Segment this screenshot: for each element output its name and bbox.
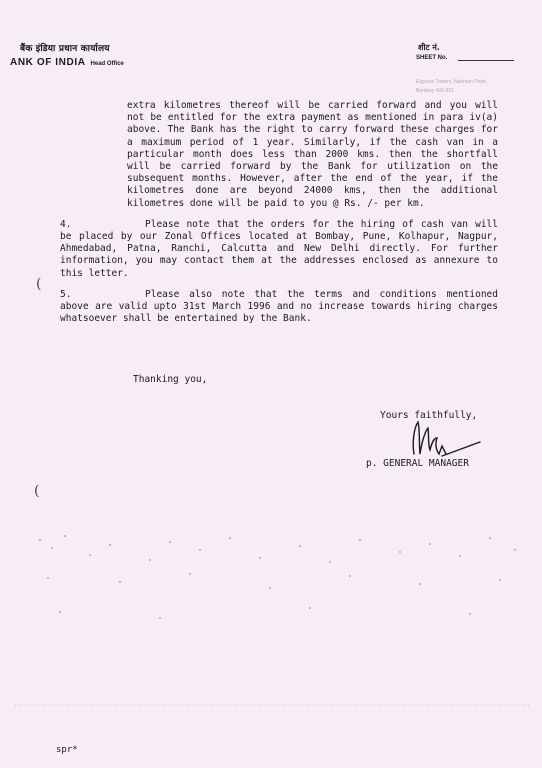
closing-yours-faithfully: Yours faithfully,	[380, 410, 478, 421]
punch-hole-mark: (	[34, 483, 40, 499]
head-office-label: Head Office	[90, 61, 124, 67]
paragraph-4	[60, 219, 498, 280]
signatory-title: p. GENERAL MANAGER	[366, 458, 469, 469]
letterhead-bank-name	[10, 57, 124, 68]
photocopy-speckle	[0, 500, 542, 750]
typist-initials: spr*	[56, 745, 78, 755]
paragraph-number: 5.	[60, 288, 72, 300]
closing-thanks: Thanking you,	[133, 374, 208, 385]
paragraph-5	[60, 289, 498, 326]
letterhead-hindi-name: बैंक इंडिया प्रधान कार्यालय	[20, 44, 110, 54]
sheet-number-label: SHEET No.	[416, 55, 448, 61]
continuation-paragraph: extra kilometres thereof will be carried forward and you will not be entitled for the extra payment as mentioned in para iv(a) above. The Bank has the right to carry forward these charges for a maximum period of 1 year. Similarly, if the cash van in a particular month does less than 2000 kms. then the shortfall will be carried forward by the Bank for utilization on the subsequent months. However, after the end of the year, if the kilometres done are beyond 24000 kms, then the additional kilometres done will be paid to you @ Rs. /- per km.	[127, 100, 498, 209]
sheet-number-blank	[458, 60, 514, 61]
handwritten-signature	[406, 416, 486, 460]
letter-body	[60, 100, 498, 325]
bank-name-text: ANK OF INDIA	[10, 57, 86, 68]
paragraph-text: Please note that the orders for the hiring of cash van will be placed by our Zonal Offices located at Bombay, Pune, Kolhapur, Nagpur, Ahmedabad, Patna, Ranchi, Calcutta and New Delhi directly. For further information, you may contact them at the addresses enclosed as annexure to this letter.	[60, 218, 498, 279]
faint-address: Express Towers, Nariman Point, Bombay 400 021	[416, 79, 488, 94]
sheet-number-hindi: शीट नं.	[418, 43, 440, 52]
paragraph-number: 4.	[60, 218, 72, 230]
paragraph-text: Please also note that the terms and conditions mentioned above are valid upto 31st March 1996 and no increase towards hiring charges whatsoever shall be entertained by the Bank.	[60, 288, 498, 325]
punch-hole-mark: (	[36, 276, 42, 292]
